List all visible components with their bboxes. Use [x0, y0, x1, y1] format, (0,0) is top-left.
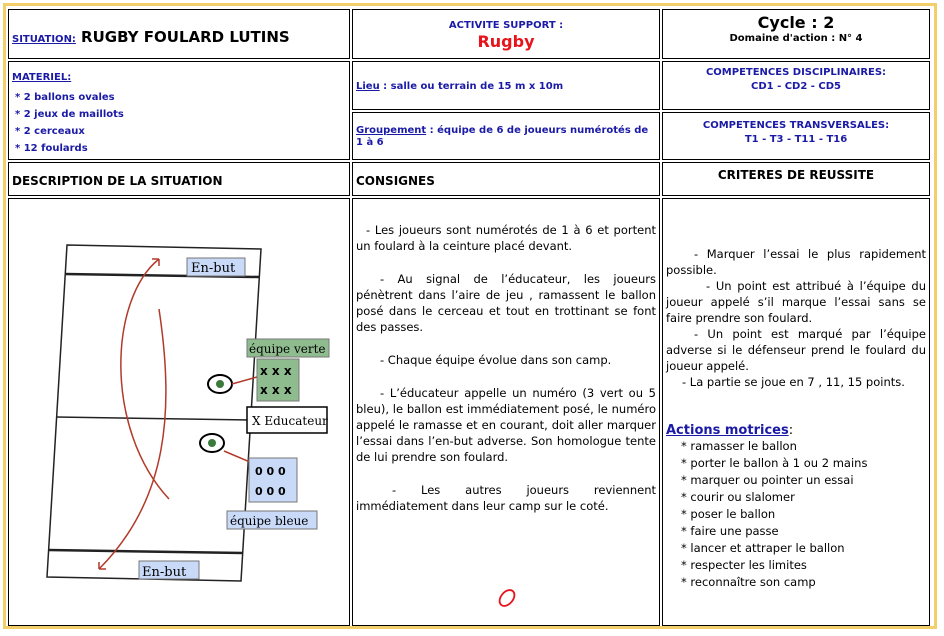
- try-line-bottom: [49, 550, 243, 553]
- competences-trans-label: COMPETENCES TRANSVERSALES:: [702, 120, 890, 131]
- verte-row-2: x x x: [260, 383, 292, 397]
- activite-cell: [352, 9, 660, 59]
- consigne-item: - Au signal de l’éducateur, les joueurs pénètrent dans l’aire de jeu , ramassent le ballon posé dans le cerceau et tout en trottinant se font des passes.: [356, 272, 656, 334]
- activite-value: Rugby: [477, 32, 535, 51]
- lieu-cell: [352, 61, 660, 110]
- situation-title: RUGBY FOULARD LUTINS: [81, 28, 290, 46]
- cycle-cell: [662, 9, 930, 59]
- materiel-item: * 12 foulards: [15, 143, 88, 154]
- consigne-item: - Chaque équipe évolue dans son camp.: [380, 353, 612, 367]
- competences-disciplinaires-cell: [662, 61, 930, 110]
- critere-item: - Un point est marqué par l’équipe adverse si le défenseur prend le foulard du joueur appelé.: [666, 327, 926, 373]
- ball-top: [216, 380, 224, 388]
- rugby-diagram: [9, 199, 349, 625]
- consigne-item: - Les autres joueurs reviennent immédiatement dans leur camp sur le coté.: [356, 483, 656, 513]
- field-outline: [47, 245, 261, 581]
- equipe-bleue-label: équipe bleue: [230, 514, 309, 528]
- materiel-item: * 2 jeux de maillots: [15, 109, 124, 120]
- action-item: * lancer et attraper le ballon: [681, 541, 845, 555]
- action-item: * poser le ballon: [681, 507, 776, 521]
- critere-item: - Un point est attribué à l’équipe du joueur appelé s’il marque l’essai sans se faire prendre son foulard.: [666, 279, 926, 325]
- criteres-title: CRITERES DE REUSSITE: [717, 168, 875, 182]
- cycle-title: Cycle : 2: [757, 13, 835, 32]
- consigne-item: - Les joueurs sont numérotés de 1 à 6 et portent un foulard à la ceinture placé devant.: [356, 223, 656, 253]
- activite-label: ACTIVITE SUPPORT :: [448, 20, 564, 31]
- en-but-bottom: En-but: [142, 565, 187, 580]
- action-item: * courir ou slalomer: [681, 490, 795, 504]
- materiel-label: MATERIEL:: [12, 72, 72, 83]
- actions-motrices-colon: :: [788, 423, 794, 438]
- criteres-cell: [662, 198, 930, 626]
- competences-trans-value: T1 - T3 - T11 - T16: [744, 134, 848, 145]
- arrow-path-up: [121, 259, 169, 499]
- action-item: * ramasser le ballon: [681, 439, 797, 453]
- description-header: [8, 162, 350, 196]
- situation-label: SITUATION:: [12, 34, 76, 45]
- situation-cell: [8, 9, 350, 59]
- bleue-row-1: 0 0 0: [255, 465, 286, 478]
- competences-disc-label: COMPETENCES DISCIPLINAIRES:: [705, 67, 887, 78]
- action-item: * respecter les limites: [681, 558, 807, 572]
- verte-row-1: x x x: [260, 364, 292, 378]
- materiel-item: * 2 ballons ovales: [15, 92, 115, 103]
- en-but-top: En-but: [191, 261, 236, 276]
- action-item: * porter le ballon à 1 ou 2 mains: [681, 456, 868, 470]
- action-item: * faire une passe: [681, 524, 779, 538]
- criteres-header: [662, 162, 930, 196]
- consigne-item: - L’éducateur appelle un numéro (3 vert ou 5 bleu), le ballon est immédiatement posé, le numéro appelé le ramasse et en courant, doit aller marquer l’essai dans l’en-but adverse. Son homologue tente de lui prendre son foulard.: [356, 386, 656, 464]
- actions-motrices-label: Actions motrices: [666, 423, 789, 438]
- consignes-title: CONSIGNES: [356, 174, 435, 188]
- critere-item: - Marquer l’essai le plus rapidement possible.: [666, 247, 926, 277]
- rugby-ball-icon: [496, 588, 518, 608]
- materiel-cell: [8, 61, 350, 160]
- educateur-label: X Educateur: [252, 414, 328, 428]
- domaine-action: Domaine d'action : N° 4: [729, 33, 863, 44]
- lieu-value: : salle ou terrain de 15 m x 10m: [379, 81, 564, 92]
- critere-item: - La partie se joue en 7 , 11, 15 points.: [682, 375, 905, 389]
- competences-disc-value: CD1 - CD2 - CD5: [750, 81, 842, 92]
- description-title: DESCRIPTION DE LA SITUATION: [12, 174, 223, 188]
- action-item: * reconnaître son camp: [681, 575, 816, 589]
- groupement-cell: [352, 112, 660, 160]
- groupement-label: Groupement: [356, 125, 427, 136]
- halfway-line: [56, 417, 251, 420]
- arrow-path-down: [99, 309, 166, 569]
- action-item: * marquer ou pointer un essai: [681, 473, 854, 487]
- competences-transversales-cell: [662, 112, 930, 160]
- groupement-value: : équipe de 6 de joueurs numérotés de 1 à 6: [356, 125, 649, 148]
- consignes-header: [352, 162, 660, 196]
- materiel-item: * 2 cerceaux: [15, 126, 85, 137]
- equipe-verte-label: équipe verte: [249, 342, 326, 356]
- description-cell: [8, 198, 350, 626]
- lieu-label: Lieu: [356, 81, 380, 92]
- consignes-cell: [352, 198, 660, 626]
- ball-bottom: [208, 439, 216, 447]
- bleue-row-2: 0 0 0: [255, 485, 286, 498]
